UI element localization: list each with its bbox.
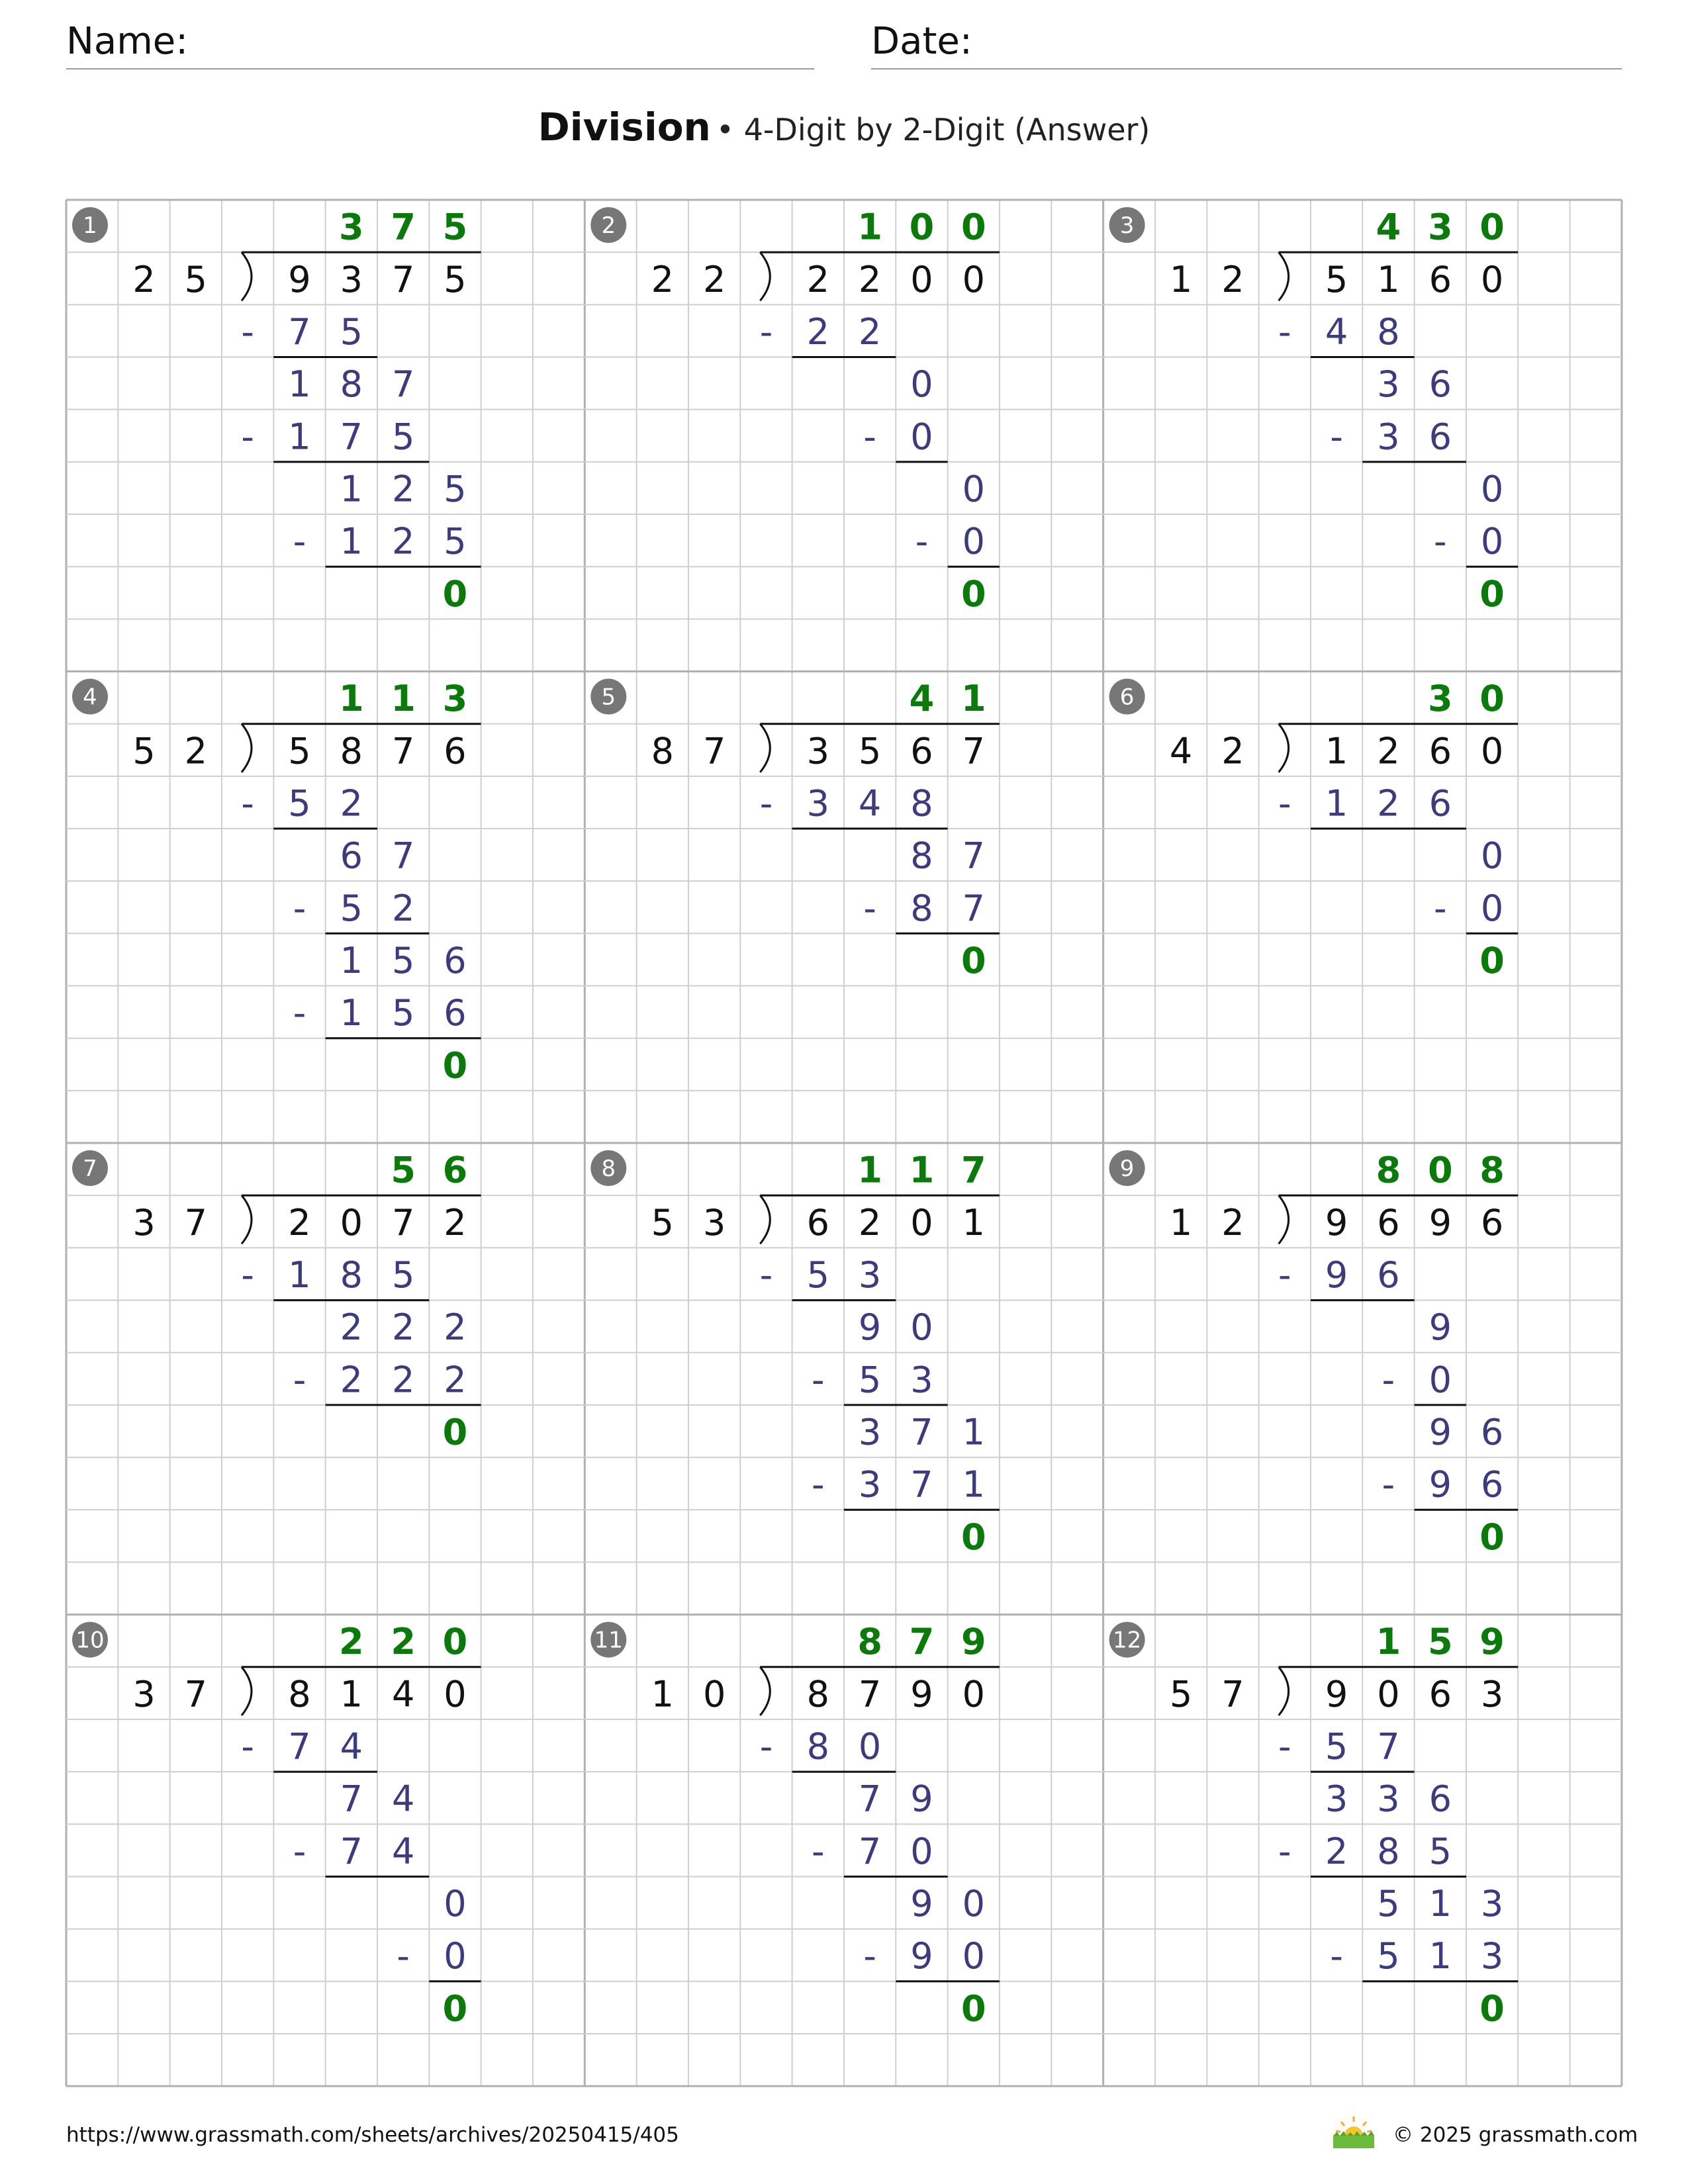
quotient-digit: 0 (442, 1621, 468, 1663)
product-digit: 3 (858, 1253, 882, 1296)
product-digit: 4 (340, 1725, 363, 1768)
minus-sign: - (293, 887, 306, 929)
partial-dividend-digit: 2 (391, 1306, 415, 1349)
remainder-digit: 0 (1479, 1987, 1505, 2030)
dividend-digit: 3 (806, 730, 829, 772)
quotient-digit: 4 (909, 678, 935, 720)
partial-dividend-digit: 0 (910, 363, 933, 406)
divisor-digit: 5 (132, 730, 156, 772)
partial-dividend-digit: 0 (1480, 835, 1504, 877)
product-digit: 0 (910, 1830, 933, 1872)
quotient-digit: 5 (391, 1149, 416, 1191)
product-digit: 1 (962, 1463, 985, 1506)
partial-dividend-digit: 4 (391, 1778, 415, 1820)
problem-number: 4 (83, 684, 97, 711)
minus-sign: - (241, 1725, 254, 1768)
divisor-digit: 4 (1169, 730, 1193, 772)
partial-dividend-digit: 6 (444, 939, 467, 981)
remainder-digit: 0 (1479, 572, 1505, 615)
problem-number: 8 (601, 1156, 616, 1183)
product-digit: 0 (1429, 1359, 1452, 1401)
quotient-digit: 7 (391, 206, 416, 248)
divisor-digit: 5 (651, 1201, 674, 1244)
partial-dividend-digit: 9 (910, 1778, 933, 1820)
product-digit: 3 (806, 782, 829, 825)
minus-sign: - (759, 1253, 773, 1296)
quotient-digit: 1 (909, 1149, 935, 1191)
partial-dividend-digit: 7 (962, 835, 985, 877)
partial-dividend-digit: 9 (1429, 1411, 1452, 1453)
minus-sign: - (759, 782, 773, 825)
partial-dividend-digit: 6 (1480, 1411, 1504, 1453)
title-subtitle: • 4-Digit by 2-Digit (Answer) (716, 112, 1150, 148)
product-digit: 2 (858, 310, 882, 353)
dividend-digit: 0 (1480, 730, 1504, 772)
minus-sign: - (759, 310, 773, 353)
partial-dividend-digit: 3 (1480, 1883, 1504, 1925)
partial-dividend-digit: 1 (1429, 1883, 1452, 1925)
dividend-digit: 7 (962, 730, 985, 772)
product-digit: 7 (858, 1830, 882, 1872)
divisor-digit: 3 (132, 1673, 156, 1715)
partial-dividend-digit: 8 (340, 363, 363, 406)
division-bracket (760, 252, 770, 300)
division-bracket (1279, 1667, 1289, 1715)
product-digit: 2 (444, 1359, 467, 1401)
quotient-digit: 3 (1427, 206, 1453, 248)
dividend-digit: 6 (806, 1201, 829, 1244)
product-digit: 5 (1377, 1935, 1400, 1978)
product-digit: 0 (1480, 887, 1504, 929)
product-digit: 9 (1429, 1463, 1452, 1506)
divisor-digit: 2 (651, 258, 674, 300)
dividend-digit: 9 (1325, 1201, 1348, 1244)
problem-number: 3 (1119, 212, 1135, 239)
dividend-digit: 9 (1429, 1201, 1452, 1244)
dividend-digit: 9 (1325, 1673, 1348, 1715)
quotient-digit: 9 (961, 1621, 986, 1663)
dividend-digit: 6 (1429, 258, 1452, 300)
remainder-digit: 0 (442, 572, 468, 615)
product-digit: 3 (1377, 416, 1400, 458)
dividend-digit: 1 (1325, 730, 1348, 772)
product-digit: 6 (1429, 416, 1452, 458)
dividend-digit: 2 (858, 258, 882, 300)
partial-dividend-digit: 7 (858, 1778, 882, 1820)
division-bracket (760, 724, 770, 772)
division-bracket (760, 1195, 770, 1244)
problem-number: 12 (1112, 1627, 1142, 1654)
partial-dividend-digit: 3 (1325, 1778, 1348, 1820)
dividend-digit: 0 (910, 258, 933, 300)
quotient-digit: 1 (339, 678, 364, 720)
division-bracket (242, 252, 252, 300)
dividend-digit: 5 (444, 258, 467, 300)
partial-dividend-digit: 0 (962, 1883, 985, 1925)
dividend-digit: 6 (1429, 730, 1452, 772)
partial-dividend-digit: 2 (444, 1306, 467, 1349)
divisor-digit: 2 (702, 258, 726, 300)
partial-dividend-digit: 6 (1429, 363, 1452, 406)
product-digit: 2 (340, 1359, 363, 1401)
remainder-digit: 0 (961, 572, 986, 615)
product-digit: 1 (340, 992, 363, 1034)
partial-dividend-digit: 2 (391, 468, 415, 510)
product-digit: 7 (910, 1463, 933, 1506)
product-digit: 4 (1325, 310, 1348, 353)
product-digit: 6 (444, 992, 467, 1034)
minus-sign: - (1330, 1935, 1343, 1978)
product-digit: 1 (1429, 1935, 1452, 1978)
sun-over-grass-icon (1332, 2115, 1376, 2150)
product-digit: 8 (806, 1725, 829, 1768)
product-digit: 6 (1480, 1463, 1504, 1506)
product-digit: 1 (1325, 782, 1348, 825)
divisor-digit: 3 (132, 1201, 156, 1244)
division-bracket (760, 1667, 770, 1715)
product-digit: 1 (288, 416, 311, 458)
problem-number: 5 (601, 684, 616, 711)
problem-number: 10 (75, 1627, 105, 1654)
quotient-digit: 9 (1479, 1621, 1505, 1663)
quotient-digit: 0 (961, 206, 986, 248)
dividend-digit: 3 (1480, 1673, 1504, 1715)
partial-dividend-digit: 7 (910, 1411, 933, 1453)
quotient-digit: 1 (961, 678, 986, 720)
divisor-digit: 7 (1221, 1673, 1244, 1715)
minus-sign: - (812, 1830, 825, 1872)
division-bracket (242, 1195, 252, 1244)
quotient-digit: 2 (391, 1621, 416, 1663)
minus-sign: - (812, 1359, 825, 1401)
problem-number: 11 (594, 1627, 623, 1654)
product-digit: 4 (391, 1830, 415, 1872)
quotient-digit: 0 (909, 206, 935, 248)
partial-dividend-digit: 1 (340, 939, 363, 981)
dividend-digit: 0 (1377, 1673, 1400, 1715)
divisor-digit: 7 (184, 1201, 208, 1244)
product-digit: 5 (340, 310, 363, 353)
quotient-digit: 3 (1427, 678, 1453, 720)
product-digit: 7 (288, 310, 311, 353)
minus-sign: - (293, 1830, 306, 1872)
product-digit: 5 (1429, 1830, 1452, 1872)
partial-dividend-digit: 5 (391, 939, 415, 981)
quotient-digit: 0 (1479, 206, 1505, 248)
minus-sign: - (1278, 1830, 1291, 1872)
dividend-digit: 0 (910, 1201, 933, 1244)
remainder-digit: 0 (961, 939, 986, 981)
product-digit: 3 (1480, 1935, 1504, 1978)
product-digit: 5 (444, 520, 467, 563)
minus-sign: - (1330, 416, 1343, 458)
dividend-digit: 5 (288, 730, 311, 772)
product-digit: 2 (1377, 782, 1400, 825)
dividend-digit: 7 (391, 730, 415, 772)
product-digit: 0 (962, 520, 985, 563)
quotient-digit: 4 (1376, 206, 1401, 248)
dividend-digit: 6 (910, 730, 933, 772)
quotient-digit: 7 (961, 1149, 986, 1191)
partial-dividend-digit: 0 (1480, 468, 1504, 510)
dividend-digit: 2 (1377, 730, 1400, 772)
division-bracket (1279, 724, 1289, 772)
minus-sign: - (1433, 887, 1447, 929)
partial-dividend-digit: 7 (391, 835, 415, 877)
dividend-digit: 5 (858, 730, 882, 772)
product-digit: 7 (288, 1725, 311, 1768)
division-bracket (242, 724, 252, 772)
dividend-digit: 2 (444, 1201, 467, 1244)
minus-sign: - (1278, 1253, 1291, 1296)
quotient-digit: 1 (857, 1149, 882, 1191)
division-bracket (1279, 252, 1289, 300)
dividend-digit: 2 (288, 1201, 311, 1244)
dividend-digit: 3 (340, 258, 363, 300)
product-digit: 1 (288, 1253, 311, 1296)
product-digit: 8 (340, 1253, 363, 1296)
dividend-digit: 7 (858, 1673, 882, 1715)
dividend-digit: 5 (1325, 258, 1348, 300)
partial-dividend-digit: 0 (962, 468, 985, 510)
divisor-digit: 5 (184, 258, 208, 300)
quotient-digit: 6 (442, 1149, 468, 1191)
divisor-digit: 2 (1221, 1201, 1244, 1244)
divisor-digit: 3 (702, 1201, 726, 1244)
remainder-digit: 0 (442, 1987, 468, 2030)
divisor-digit: 2 (1221, 730, 1244, 772)
product-digit: 5 (391, 992, 415, 1034)
minus-sign: - (915, 520, 929, 563)
minus-sign: - (759, 1725, 773, 1768)
dividend-digit: 0 (444, 1673, 467, 1715)
partial-dividend-digit: 5 (444, 468, 467, 510)
dividend-digit: 1 (340, 1673, 363, 1715)
division-bracket (242, 1667, 252, 1715)
dividend-digit: 0 (962, 1673, 985, 1715)
product-digit: 5 (858, 1359, 882, 1401)
partial-dividend-digit: 9 (1429, 1306, 1452, 1349)
partial-dividend-digit: 9 (858, 1306, 882, 1349)
dividend-digit: 8 (340, 730, 363, 772)
partial-dividend-digit: 1 (288, 363, 311, 406)
quotient-digit: 1 (391, 678, 416, 720)
minus-sign: - (293, 1359, 306, 1401)
divisor-digit: 7 (184, 1673, 208, 1715)
partial-dividend-digit: 1 (340, 468, 363, 510)
quotient-digit: 3 (442, 678, 468, 720)
remainder-digit: 0 (442, 1044, 468, 1087)
divisor-digit: 2 (132, 258, 156, 300)
division-bracket (1279, 1195, 1289, 1244)
divisor-digit: 7 (702, 730, 726, 772)
partial-dividend-digit: 6 (340, 835, 363, 877)
dividend-digit: 8 (288, 1673, 311, 1715)
dividend-digit: 6 (1429, 1673, 1452, 1715)
product-digit: 9 (910, 1935, 933, 1978)
partial-dividend-digit: 3 (1377, 1778, 1400, 1820)
product-digit: 0 (444, 1935, 467, 1978)
dividend-digit: 8 (806, 1673, 829, 1715)
remainder-digit: 0 (442, 1411, 468, 1453)
partial-dividend-digit: 8 (910, 835, 933, 877)
divisor-digit: 2 (1221, 258, 1244, 300)
divisor-digit: 8 (651, 730, 674, 772)
partial-dividend-digit: 1 (962, 1411, 985, 1453)
minus-sign: - (1382, 1463, 1395, 1506)
dividend-digit: 1 (962, 1201, 985, 1244)
quotient-digit: 1 (857, 206, 882, 248)
minus-sign: - (397, 1935, 410, 1978)
minus-sign: - (1433, 520, 1447, 563)
divisor-digit: 1 (1169, 258, 1193, 300)
quotient-digit: 5 (442, 206, 468, 248)
minus-sign: - (863, 887, 876, 929)
partial-dividend-digit: 0 (910, 1306, 933, 1349)
minus-sign: - (1278, 1725, 1291, 1768)
footer-copyright: © 2025 grassmath.com (1393, 2123, 1638, 2147)
product-digit: 2 (391, 520, 415, 563)
minus-sign: - (293, 992, 306, 1034)
remainder-digit: 0 (1479, 1516, 1505, 1558)
partial-dividend-digit: 5 (1377, 1883, 1400, 1925)
dividend-digit: 9 (288, 258, 311, 300)
minus-sign: - (241, 1253, 254, 1296)
quotient-digit: 1 (1376, 1621, 1401, 1663)
product-digit: 0 (910, 416, 933, 458)
product-digit: 2 (806, 310, 829, 353)
partial-dividend-digit: 7 (391, 363, 415, 406)
quotient-digit: 7 (909, 1621, 935, 1663)
product-digit: 0 (962, 1935, 985, 1978)
product-digit: 4 (858, 782, 882, 825)
partial-dividend-digit: 3 (1377, 363, 1400, 406)
problem-number: 6 (1119, 684, 1135, 711)
divisor-digit: 0 (702, 1673, 726, 1715)
minus-sign: - (1382, 1359, 1395, 1401)
minus-sign: - (241, 310, 254, 353)
dividend-digit: 0 (340, 1201, 363, 1244)
product-digit: 5 (806, 1253, 829, 1296)
title-main: Division (538, 105, 711, 150)
divisor-digit: 2 (184, 730, 208, 772)
dividend-digit: 7 (391, 1201, 415, 1244)
divisor-digit: 1 (1169, 1201, 1193, 1244)
dividend-digit: 6 (1377, 1201, 1400, 1244)
problem-number: 1 (83, 212, 97, 239)
problem-number: 9 (1119, 1156, 1135, 1183)
dividend-digit: 2 (858, 1201, 882, 1244)
remainder-digit: 0 (1479, 939, 1505, 981)
product-digit: 5 (288, 782, 311, 825)
product-digit: 8 (1377, 1830, 1400, 1872)
product-digit: 0 (1480, 520, 1504, 563)
divisor-digit: 5 (1169, 1673, 1193, 1715)
minus-sign: - (863, 416, 876, 458)
dividend-digit: 6 (1480, 1201, 1504, 1244)
dividend-digit: 4 (391, 1673, 415, 1715)
dividend-digit: 2 (806, 258, 829, 300)
quotient-digit: 5 (1427, 1621, 1453, 1663)
product-digit: 5 (1325, 1725, 1348, 1768)
dividend-digit: 7 (391, 258, 415, 300)
product-digit: 7 (1377, 1725, 1400, 1768)
dividend-digit: 6 (444, 730, 467, 772)
product-digit: 7 (340, 1830, 363, 1872)
dividend-digit: 0 (962, 258, 985, 300)
minus-sign: - (863, 1935, 876, 1978)
product-digit: 9 (1325, 1253, 1348, 1296)
product-digit: 8 (910, 887, 933, 929)
partial-dividend-digit: 7 (340, 1778, 363, 1820)
product-digit: 8 (1377, 310, 1400, 353)
dividend-digit: 9 (910, 1673, 933, 1715)
product-digit: 6 (1429, 782, 1452, 825)
quotient-digit: 8 (1376, 1149, 1401, 1191)
quotient-digit: 8 (1479, 1149, 1505, 1191)
partial-dividend-digit: 6 (1429, 1778, 1452, 1820)
remainder-digit: 0 (961, 1987, 986, 2030)
dividend-digit: 0 (1480, 258, 1504, 300)
partial-dividend-digit: 9 (910, 1883, 933, 1925)
dividend-digit: 1 (1377, 258, 1400, 300)
product-digit: 6 (1377, 1253, 1400, 1296)
product-digit: 2 (391, 887, 415, 929)
product-digit: 7 (340, 416, 363, 458)
product-digit: 1 (340, 520, 363, 563)
product-digit: 0 (858, 1725, 882, 1768)
partial-dividend-digit: 3 (858, 1411, 882, 1453)
minus-sign: - (1278, 782, 1291, 825)
name-label: Name: (66, 20, 189, 63)
minus-sign: - (241, 416, 254, 458)
product-digit: 5 (340, 887, 363, 929)
problem-number: 2 (601, 212, 616, 239)
quotient-digit: 2 (339, 1621, 364, 1663)
remainder-digit: 0 (961, 1516, 986, 1558)
product-digit: 2 (1325, 1830, 1348, 1872)
quotient-digit: 0 (1479, 678, 1505, 720)
partial-dividend-digit: 0 (444, 1883, 467, 1925)
quotient-digit: 8 (857, 1621, 882, 1663)
product-digit: 3 (910, 1359, 933, 1401)
partial-dividend-digit: 2 (340, 1306, 363, 1349)
quotient-digit: 3 (339, 206, 364, 248)
date-label: Date: (871, 20, 972, 63)
product-digit: 7 (962, 887, 985, 929)
minus-sign: - (1278, 310, 1291, 353)
product-digit: 3 (858, 1463, 882, 1506)
product-digit: 5 (391, 416, 415, 458)
minus-sign: - (812, 1463, 825, 1506)
product-digit: 5 (391, 1253, 415, 1296)
product-digit: 8 (910, 782, 933, 825)
quotient-digit: 0 (1427, 1149, 1453, 1191)
product-digit: 2 (340, 782, 363, 825)
minus-sign: - (293, 520, 306, 563)
divisor-digit: 1 (651, 1673, 674, 1715)
product-digit: 2 (391, 1359, 415, 1401)
problem-number: 7 (83, 1156, 97, 1183)
minus-sign: - (241, 782, 254, 825)
footer-url: https://www.grassmath.com/sheets/archives/20250415/405 (66, 2123, 679, 2147)
